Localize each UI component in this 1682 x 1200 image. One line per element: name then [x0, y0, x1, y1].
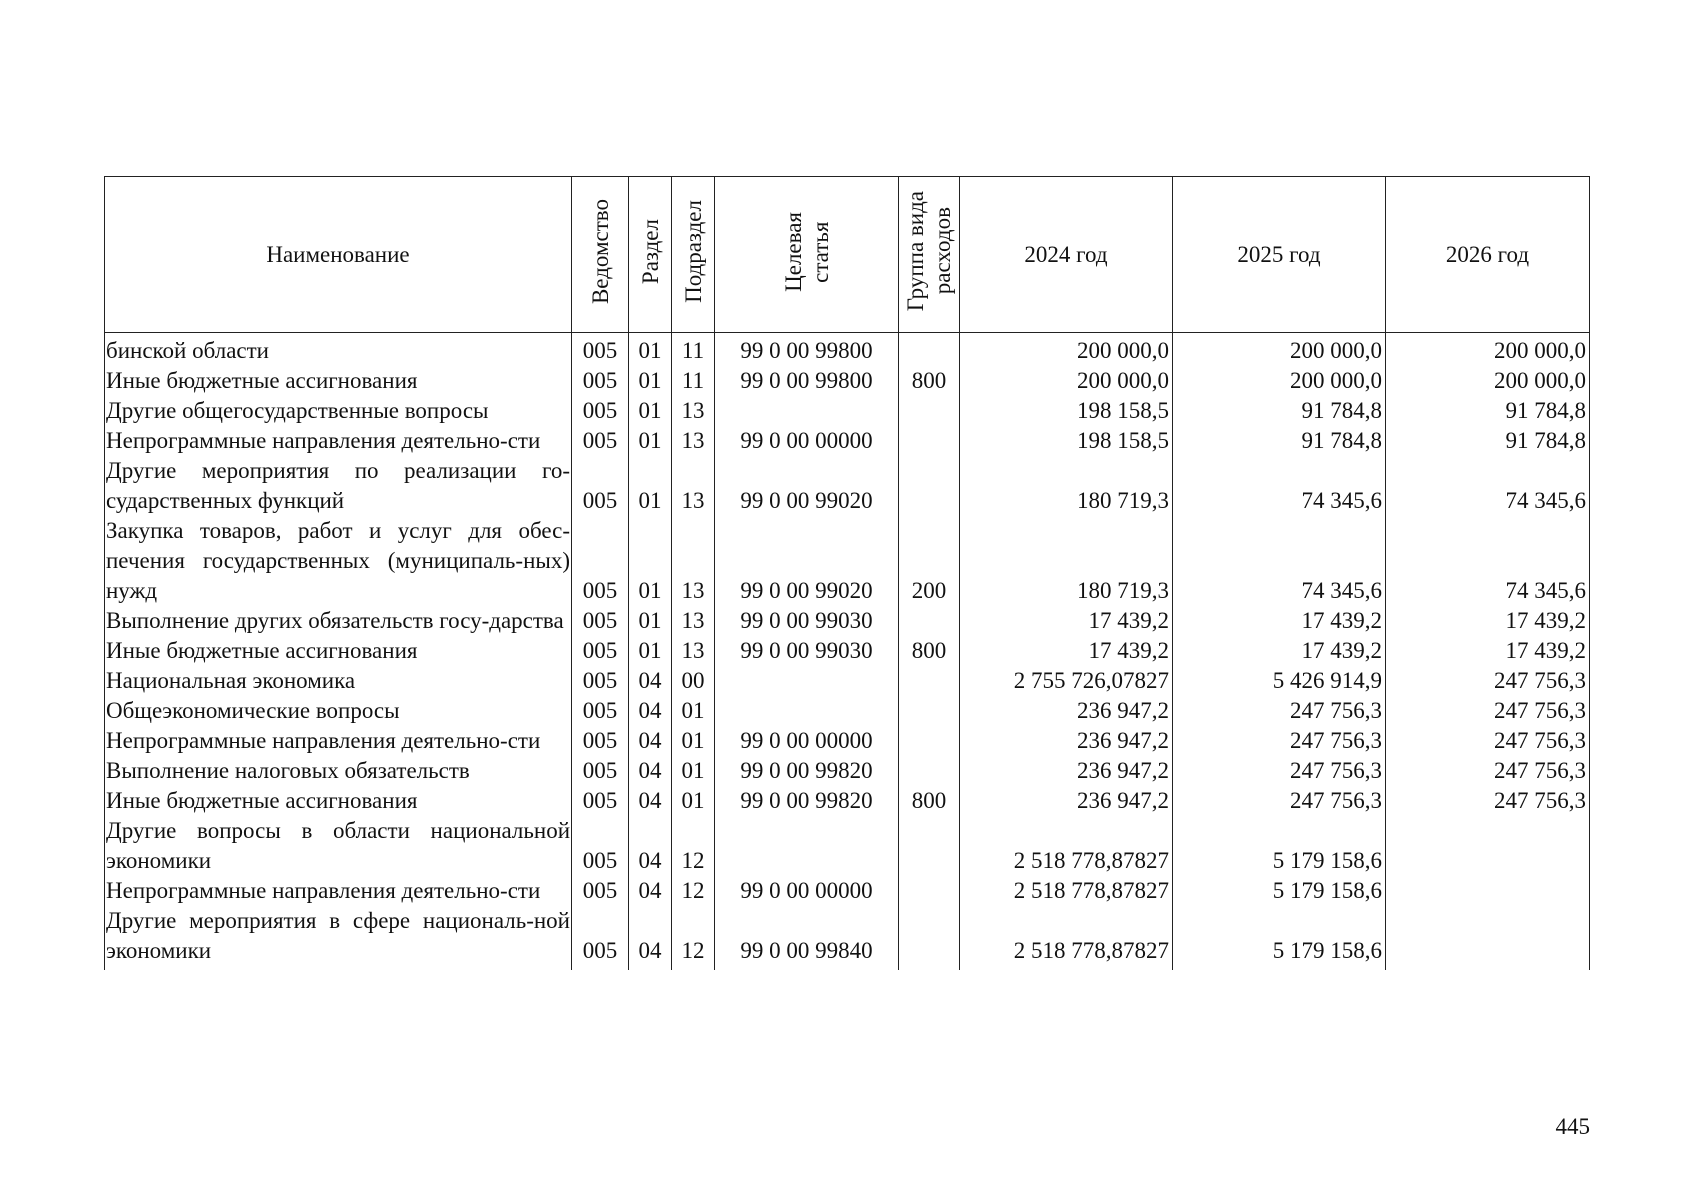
row-section-cell: 01: [629, 606, 672, 636]
row-expense-group-cell: [899, 726, 960, 756]
row-name-cell: Национальная экономика: [105, 666, 572, 696]
row-2024-amount-cell: 200 000,0: [960, 366, 1173, 396]
row-target-item-cell: 99 0 00 99840: [715, 906, 899, 966]
row-subsection-cell: 13: [672, 426, 715, 456]
row-target-item-cell: 99 0 00 99030: [715, 606, 899, 636]
row-subsection-cell: 13: [672, 456, 715, 516]
row-department-cell: 005: [572, 726, 629, 756]
spacer-cell: [672, 966, 715, 970]
table-row: [105, 756, 1590, 786]
row-2024-amount-cell: 180 719,3: [960, 516, 1173, 606]
table-row: [105, 636, 1590, 666]
row-2026-amount-cell: 91 784,8: [1386, 396, 1590, 426]
row-department-cell: 005: [572, 906, 629, 966]
header-expense-group-line1: Группа вида: [903, 191, 928, 312]
row-2026-amount-cell: 91 784,8: [1386, 426, 1590, 456]
row-2025-amount-cell: 91 784,8: [1173, 426, 1386, 456]
spacer-cell: [1173, 966, 1386, 970]
table-header: [105, 177, 1590, 333]
row-name-cell: Выполнение других обязательств госу-дарства: [105, 606, 572, 636]
row-subsection-cell: 12: [672, 816, 715, 876]
row-subsection-cell: 13: [672, 396, 715, 426]
header-section-label: Раздел: [637, 218, 663, 285]
row-department-cell: 005: [572, 816, 629, 876]
row-target-item-cell: 99 0 00 99800: [715, 333, 899, 367]
row-expense-group-cell: [899, 426, 960, 456]
row-name-cell: Иные бюджетные ассигнования: [105, 366, 572, 396]
row-2025-amount-cell: 200 000,0: [1173, 333, 1386, 367]
row-target-item-cell: 99 0 00 00000: [715, 426, 899, 456]
header-name: Наименование: [105, 177, 572, 333]
row-2026-amount-cell: 17 439,2: [1386, 606, 1590, 636]
row-2026-amount-cell: 74 345,6: [1386, 456, 1590, 516]
row-expense-group-cell: [899, 756, 960, 786]
row-section-cell: 01: [629, 426, 672, 456]
table-row: [105, 696, 1590, 726]
header-department: [572, 177, 629, 333]
row-expense-group-cell: 800: [899, 366, 960, 396]
row-name-cell: Другие общегосударственные вопросы: [105, 396, 572, 426]
row-expense-group-cell: [899, 906, 960, 966]
row-2025-amount-cell: 247 756,3: [1173, 696, 1386, 726]
table-row: [105, 786, 1590, 816]
header-target-line1: Целевая: [780, 211, 806, 292]
spacer-cell: [715, 966, 899, 970]
row-name-cell: бинской области: [105, 333, 572, 367]
row-section-cell: 04: [629, 816, 672, 876]
spacer-cell: [899, 966, 960, 970]
table-row: [105, 366, 1590, 396]
row-section-cell: 01: [629, 456, 672, 516]
table-row: [105, 333, 1590, 367]
row-2024-amount-cell: 200 000,0: [960, 333, 1173, 367]
row-section-cell: 04: [629, 756, 672, 786]
spacer-cell: [629, 966, 672, 970]
row-target-item-cell: 99 0 00 99820: [715, 786, 899, 816]
row-department-cell: 005: [572, 756, 629, 786]
row-2024-amount-cell: 236 947,2: [960, 696, 1173, 726]
row-2025-amount-cell: 5 179 158,6: [1173, 876, 1386, 906]
row-name-cell: Выполнение налоговых обязательств: [105, 756, 572, 786]
header-department-label: Ведомство: [587, 198, 613, 305]
row-section-cell: 01: [629, 396, 672, 426]
row-2024-amount-cell: 17 439,2: [960, 606, 1173, 636]
row-2025-amount-cell: 200 000,0: [1173, 366, 1386, 396]
row-target-item-cell: [715, 816, 899, 876]
row-subsection-cell: 11: [672, 333, 715, 367]
spacer-cell: [572, 966, 629, 970]
row-2025-amount-cell: 91 784,8: [1173, 396, 1386, 426]
row-department-cell: 005: [572, 696, 629, 726]
row-2025-amount-cell: 74 345,6: [1173, 456, 1386, 516]
row-2026-amount-cell: 247 756,3: [1386, 666, 1590, 696]
row-expense-group-cell: [899, 606, 960, 636]
row-2025-amount-cell: 17 439,2: [1173, 606, 1386, 636]
row-subsection-cell: 13: [672, 606, 715, 636]
row-2025-amount-cell: 247 756,3: [1173, 786, 1386, 816]
row-name-cell: Непрограммные направления деятельно-сти: [105, 426, 572, 456]
row-2024-amount-cell: 236 947,2: [960, 786, 1173, 816]
row-2026-amount-cell: [1386, 906, 1590, 966]
header-section: [629, 177, 672, 333]
row-target-item-cell: 99 0 00 99820: [715, 756, 899, 786]
budget-table: [104, 176, 1590, 970]
spacer-cell: [1386, 966, 1590, 970]
row-name-cell: Иные бюджетные ассигнования: [105, 636, 572, 666]
header-expense-group: [899, 177, 960, 333]
row-2025-amount-cell: 74 345,6: [1173, 516, 1386, 606]
header-subsection: [672, 177, 715, 333]
row-subsection-cell: 12: [672, 876, 715, 906]
row-subsection-cell: 13: [672, 516, 715, 606]
row-2024-amount-cell: 2 518 778,87827: [960, 816, 1173, 876]
row-section-cell: 01: [629, 366, 672, 396]
row-2026-amount-cell: 17 439,2: [1386, 636, 1590, 666]
row-2025-amount-cell: 5 179 158,6: [1173, 816, 1386, 876]
row-expense-group-cell: [899, 456, 960, 516]
header-target-line2: статья: [807, 220, 833, 283]
row-subsection-cell: 01: [672, 726, 715, 756]
row-target-item-cell: 99 0 00 99030: [715, 636, 899, 666]
row-name-cell: Непрограммные направления деятельно-сти: [105, 726, 572, 756]
table-row: [105, 396, 1590, 426]
header-year-2024: 2024 год: [960, 177, 1173, 333]
row-subsection-cell: 00: [672, 666, 715, 696]
row-name-cell: Другие вопросы в области национальной экономики: [105, 816, 572, 876]
row-target-item-cell: 99 0 00 99020: [715, 516, 899, 606]
row-2024-amount-cell: 2 518 778,87827: [960, 906, 1173, 966]
row-2025-amount-cell: 5 179 158,6: [1173, 906, 1386, 966]
row-department-cell: 005: [572, 606, 629, 636]
spacer-cell: [960, 966, 1173, 970]
table-row: [105, 666, 1590, 696]
row-section-cell: 01: [629, 516, 672, 606]
row-expense-group-cell: 200: [899, 516, 960, 606]
row-expense-group-cell: [899, 666, 960, 696]
row-expense-group-cell: 800: [899, 786, 960, 816]
row-section-cell: 01: [629, 636, 672, 666]
row-2025-amount-cell: 247 756,3: [1173, 726, 1386, 756]
row-2025-amount-cell: 247 756,3: [1173, 756, 1386, 786]
row-section-cell: 04: [629, 696, 672, 726]
table-row: [105, 516, 1590, 606]
row-department-cell: 005: [572, 786, 629, 816]
row-target-item-cell: 99 0 00 99020: [715, 456, 899, 516]
row-subsection-cell: 01: [672, 786, 715, 816]
page-number: 445: [1555, 1114, 1590, 1139]
row-expense-group-cell: [899, 396, 960, 426]
row-subsection-cell: 01: [672, 696, 715, 726]
row-2026-amount-cell: 200 000,0: [1386, 333, 1590, 367]
header-target-item-label: [780, 212, 834, 292]
row-expense-group-cell: [899, 816, 960, 876]
row-2026-amount-cell: 247 756,3: [1386, 786, 1590, 816]
row-2025-amount-cell: 5 426 914,9: [1173, 666, 1386, 696]
row-target-item-cell: 99 0 00 99800: [715, 366, 899, 396]
row-2026-amount-cell: 200 000,0: [1386, 366, 1590, 396]
row-department-cell: 005: [572, 396, 629, 426]
row-subsection-cell: 13: [672, 636, 715, 666]
row-2024-amount-cell: 236 947,2: [960, 756, 1173, 786]
row-target-item-cell: [715, 396, 899, 426]
row-name-cell: Непрограммные направления деятельно-сти: [105, 876, 572, 906]
row-2025-amount-cell: 17 439,2: [1173, 636, 1386, 666]
row-section-cell: 04: [629, 666, 672, 696]
row-2026-amount-cell: 247 756,3: [1386, 756, 1590, 786]
header-expense-group-line2: расходов: [930, 207, 955, 296]
row-department-cell: 005: [572, 426, 629, 456]
row-department-cell: 005: [572, 366, 629, 396]
header-subsection-label: Подраздел: [680, 200, 706, 303]
table-row: [105, 816, 1590, 876]
header-year-2025: 2025 год: [1173, 177, 1386, 333]
row-department-cell: 005: [572, 636, 629, 666]
row-2026-amount-cell: 247 756,3: [1386, 726, 1590, 756]
row-name-cell: Другие мероприятия в сфере националь-ной экономики: [105, 906, 572, 966]
header-year-2026: 2026 год: [1386, 177, 1590, 333]
row-2024-amount-cell: 180 719,3: [960, 456, 1173, 516]
row-2026-amount-cell: [1386, 816, 1590, 876]
header-target-item: [715, 177, 899, 333]
row-2024-amount-cell: 2 755 726,07827: [960, 666, 1173, 696]
row-section-cell: 04: [629, 906, 672, 966]
row-section-cell: 04: [629, 726, 672, 756]
row-target-item-cell: [715, 696, 899, 726]
row-target-item-cell: 99 0 00 00000: [715, 876, 899, 906]
row-subsection-cell: 12: [672, 906, 715, 966]
row-2024-amount-cell: 198 158,5: [960, 396, 1173, 426]
table-body: [105, 333, 1590, 971]
row-2024-amount-cell: 17 439,2: [960, 636, 1173, 666]
row-expense-group-cell: [899, 876, 960, 906]
row-department-cell: 005: [572, 876, 629, 906]
row-2024-amount-cell: 2 518 778,87827: [960, 876, 1173, 906]
table-row: [105, 456, 1590, 516]
row-subsection-cell: 11: [672, 366, 715, 396]
row-2026-amount-cell: 247 756,3: [1386, 696, 1590, 726]
row-name-cell: Иные бюджетные ассигнования: [105, 786, 572, 816]
row-2024-amount-cell: 236 947,2: [960, 726, 1173, 756]
row-section-cell: 01: [629, 333, 672, 367]
row-target-item-cell: 99 0 00 00000: [715, 726, 899, 756]
table-row: [105, 426, 1590, 456]
row-name-cell: Другие мероприятия по реализации го-сударственных функций: [105, 456, 572, 516]
row-department-cell: 005: [572, 333, 629, 367]
row-2026-amount-cell: 74 345,6: [1386, 516, 1590, 606]
row-expense-group-cell: [899, 696, 960, 726]
row-department-cell: 005: [572, 666, 629, 696]
row-section-cell: 04: [629, 786, 672, 816]
row-department-cell: 005: [572, 516, 629, 606]
table-row: [105, 606, 1590, 636]
row-subsection-cell: 01: [672, 756, 715, 786]
row-name-cell: Закупка товаров, работ и услуг для обес-печения государственных (муниципаль-ных) нужд: [105, 516, 572, 606]
row-target-item-cell: [715, 666, 899, 696]
spacer-cell: [105, 966, 572, 970]
row-expense-group-cell: [899, 333, 960, 367]
row-2026-amount-cell: [1386, 876, 1590, 906]
table-row: [105, 876, 1590, 906]
table-row-spacer: [105, 966, 1590, 970]
row-department-cell: 005: [572, 456, 629, 516]
header-expense-group-label: [902, 191, 956, 311]
table-row: [105, 906, 1590, 966]
row-2024-amount-cell: 198 158,5: [960, 426, 1173, 456]
row-section-cell: 04: [629, 876, 672, 906]
row-name-cell: Общеэкономические вопросы: [105, 696, 572, 726]
table-row: [105, 726, 1590, 756]
row-expense-group-cell: 800: [899, 636, 960, 666]
